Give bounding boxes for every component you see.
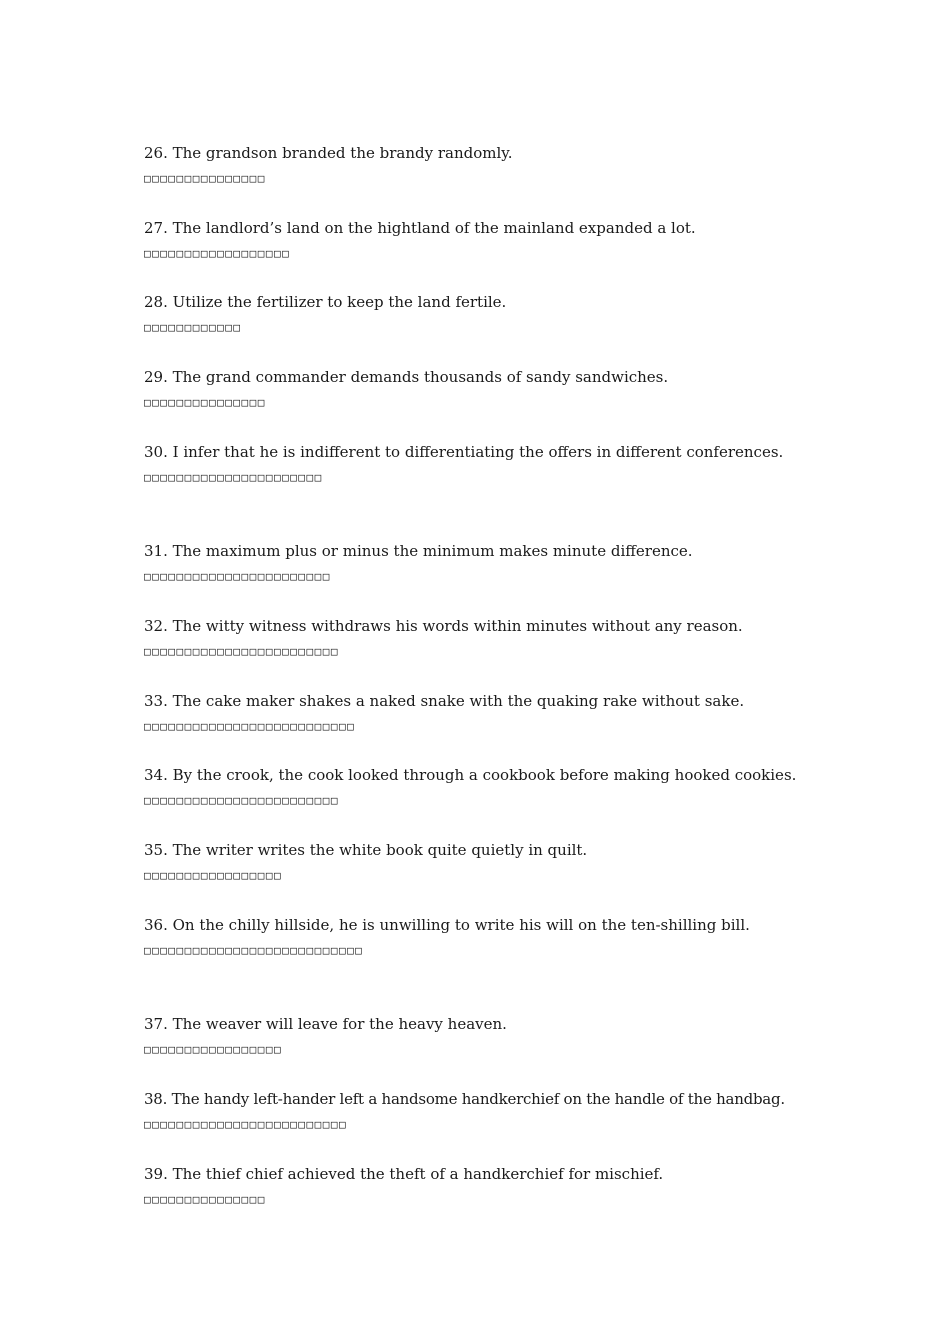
sentence-31 xyxy=(144,539,814,589)
translation-line: □□□□□□□□□□□□□□□□□□□□□□ xyxy=(144,471,323,484)
translation-line: □□□□□□□□□□□□□□□□□□□□□□□□ xyxy=(144,794,339,807)
sentence-36 xyxy=(144,913,814,963)
translation-line: □□□□□□□□□□□□□□□□□□ xyxy=(144,247,291,260)
sentence-26 xyxy=(144,141,814,191)
sentence-34 xyxy=(144,763,814,813)
translation-line: □□□□□□□□□□□□ xyxy=(144,321,242,334)
translation-line: □□□□□□□□□□□□□□□ xyxy=(144,172,266,185)
translation-line: □□□□□□□□□□□□□□□□□ xyxy=(144,869,283,882)
translation-line: □□□□□□□□□□□□□□□□□□□□□□□□□□□ xyxy=(144,944,364,957)
english-sentence: 37. The weaver will leave for the heavy heaven. xyxy=(144,1015,507,1033)
english-sentence: 38. The handy left-hander left a handsome handkerchief on the handle of the handbag. xyxy=(144,1090,785,1108)
sentence-29 xyxy=(144,365,814,415)
sentence-33 xyxy=(144,689,814,739)
translation-line: □□□□□□□□□□□□□□□□□□□□□□□□□ xyxy=(144,1118,348,1131)
sentence-28 xyxy=(144,290,814,340)
translation-line: □□□□□□□□□□□□□□□□□ xyxy=(144,1043,283,1056)
translation-line: □□□□□□□□□□□□□□□□□□□□□□□ xyxy=(144,570,331,583)
english-sentence: 27. The landlord’s land on the hightland of the mainland expanded a lot. xyxy=(144,219,696,237)
sentence-38 xyxy=(144,1087,814,1137)
english-sentence: 29. The grand commander demands thousands of sandy sandwiches. xyxy=(144,368,669,386)
english-sentence: 39. The thief chief achieved the theft of a handkerchief for mischief. xyxy=(144,1165,664,1183)
sentence-39 xyxy=(144,1162,814,1212)
english-sentence: 28. Utilize the fertilizer to keep the land fertile. xyxy=(144,293,507,311)
sentence-30 xyxy=(144,440,814,490)
sentence-35 xyxy=(144,838,814,888)
english-sentence: 34. By the crook, the cook looked through a cookbook before making hooked cookies. xyxy=(144,766,797,784)
english-sentence: 31. The maximum plus or minus the minimum makes minute difference. xyxy=(144,542,693,560)
english-sentence: 32. The witty witness withdraws his words within minutes without any reason. xyxy=(144,617,743,635)
english-sentence: 30. I infer that he is indifferent to differentiating the offers in different conferences. xyxy=(144,443,784,461)
sentence-32 xyxy=(144,614,814,664)
translation-line: □□□□□□□□□□□□□□□□□□□□□□□□□□ xyxy=(144,720,356,733)
translation-line: □□□□□□□□□□□□□□□ xyxy=(144,396,266,409)
english-sentence: 35. The writer writes the white book quite quietly in quilt. xyxy=(144,841,588,859)
sentence-37 xyxy=(144,1012,814,1062)
english-sentence: 26. The grandson branded the brandy randomly. xyxy=(144,144,513,162)
sentence-27 xyxy=(144,216,814,266)
translation-line: □□□□□□□□□□□□□□□ xyxy=(144,1193,266,1206)
english-sentence: 36. On the chilly hillside, he is unwilling to write his will on the ten-shilling bill. xyxy=(144,916,750,934)
english-sentence: 33. The cake maker shakes a naked snake with the quaking rake without sake. xyxy=(144,692,745,710)
translation-line: □□□□□□□□□□□□□□□□□□□□□□□□ xyxy=(144,645,339,658)
